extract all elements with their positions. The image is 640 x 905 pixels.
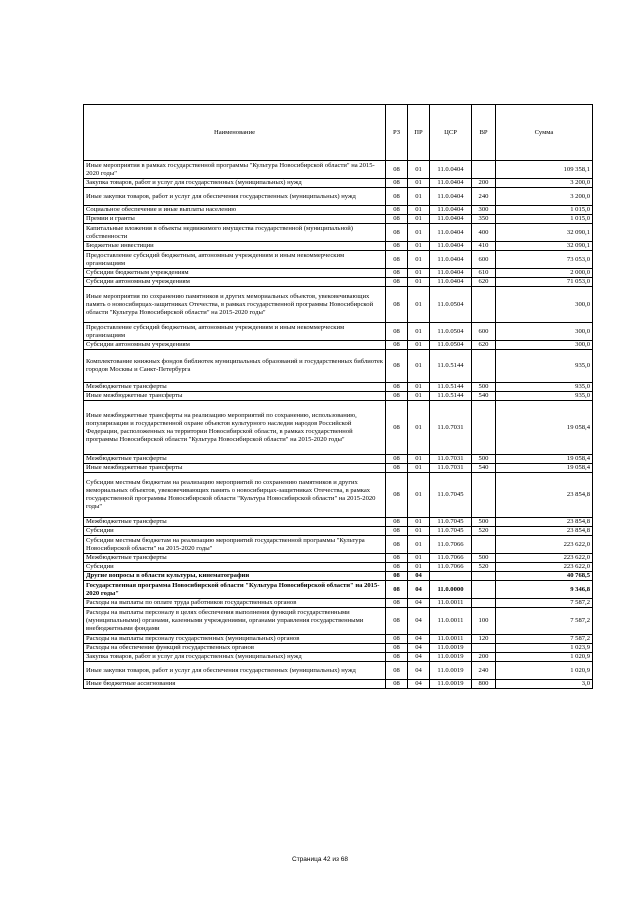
table-row [84,278,593,287]
cell-sum: 1 020,9 [496,653,593,662]
table-row [84,473,593,518]
cell-csr: 11.0.0404 [430,179,472,188]
header-sum: Сумма [496,105,593,161]
cell-pr: 01 [408,527,430,536]
cell-vr: 500 [472,455,496,464]
cell-rz: 08 [386,215,408,224]
header-vr: ВР [472,105,496,161]
cell-rz: 08 [386,635,408,644]
cell-name: Субсидии бюджетным учреждениям [84,269,386,278]
cell-rz: 08 [386,527,408,536]
table-row [84,350,593,383]
cell-vr: 300 [472,206,496,215]
cell-sum: 935,0 [496,383,593,392]
cell-sum: 23 854,8 [496,527,593,536]
cell-rz: 08 [386,554,408,563]
cell-sum: 935,0 [496,350,593,383]
cell-rz: 08 [386,383,408,392]
cell-csr: 11.0.7066 [430,554,472,563]
table-row [84,179,593,188]
cell-sum: 19 058,4 [496,401,593,455]
cell-pr: 01 [408,383,430,392]
cell-vr [472,572,496,581]
cell-pr: 04 [408,662,430,680]
cell-name: Субсидии местным бюджетам на реализацию мероприятий по сохранению памятников и других мемориальных объектов, увековечивающих память о новосибирцах-защитниках Отечества, в рамках государственной программы Новосибирской области "Культура Новосибирской области" на 2015-2020 годы" [84,473,386,518]
cell-sum: 32 090,1 [496,224,593,242]
cell-csr [430,572,472,581]
table-row [84,188,593,206]
table-row [84,599,593,608]
cell-vr: 240 [472,662,496,680]
cell-csr: 11.0.7031 [430,464,472,473]
cell-csr: 11.0.7045 [430,518,472,527]
cell-vr [472,473,496,518]
cell-name: Капитальные вложения в объекты недвижимого имущества государственной (муниципальной) собственности [84,224,386,242]
cell-rz: 08 [386,224,408,242]
cell-pr: 04 [408,608,430,635]
cell-pr: 01 [408,536,430,554]
cell-sum: 9 346,8 [496,581,593,599]
cell-csr: 11.0.0504 [430,323,472,341]
cell-name: Иные мероприятия в рамках государственной программы "Культура Новосибирской области" на 2015-2020 годы" [84,161,386,179]
cell-pr: 01 [408,464,430,473]
cell-sum: 40 768,5 [496,572,593,581]
cell-csr: 11.0.0504 [430,287,472,323]
cell-pr: 04 [408,680,430,689]
cell-csr: 11.0.0019 [430,653,472,662]
cell-pr: 01 [408,401,430,455]
table-row [84,680,593,689]
cell-rz: 08 [386,401,408,455]
table-row [84,251,593,269]
table-row [84,572,593,581]
cell-vr: 800 [472,680,496,689]
table-header-row [84,105,593,161]
cell-csr: 11.0.0404 [430,251,472,269]
cell-pr: 01 [408,206,430,215]
cell-name: Субсидии [84,527,386,536]
cell-rz: 08 [386,188,408,206]
cell-name: Социальное обеспечение и иные выплаты населению [84,206,386,215]
cell-vr: 620 [472,341,496,350]
cell-pr: 01 [408,251,430,269]
cell-csr: 11.0.7031 [430,401,472,455]
page-number: Страница 42 из 68 [292,856,348,863]
cell-pr: 01 [408,287,430,323]
cell-name: Межбюджетные трансферты [84,518,386,527]
table-row [84,518,593,527]
cell-sum: 19 058,4 [496,455,593,464]
table-row [84,341,593,350]
table-row [84,554,593,563]
cell-csr: 11.0.0404 [430,161,472,179]
cell-csr: 11.0.0404 [430,278,472,287]
table-row [84,269,593,278]
cell-name: Иные закупки товаров, работ и услуг для обеспечения государственных (муниципальных) нужд [84,188,386,206]
cell-sum: 7 587,2 [496,608,593,635]
cell-pr: 01 [408,161,430,179]
cell-sum: 3 200,0 [496,188,593,206]
table-row [84,401,593,455]
cell-pr: 01 [408,242,430,251]
cell-rz: 08 [386,680,408,689]
cell-name: Межбюджетные трансферты [84,455,386,464]
header-rz: РЗ [386,105,408,161]
table-row [84,527,593,536]
table-row [84,161,593,179]
cell-rz: 08 [386,608,408,635]
cell-sum: 300,0 [496,287,593,323]
cell-rz: 08 [386,206,408,215]
cell-vr [472,599,496,608]
table-row [84,635,593,644]
cell-vr: 540 [472,464,496,473]
cell-pr: 04 [408,635,430,644]
cell-vr [472,287,496,323]
header-name: Наименование [84,105,386,161]
cell-sum: 7 587,2 [496,635,593,644]
cell-sum: 935,0 [496,392,593,401]
cell-name: Бюджетные инвестиции [84,242,386,251]
cell-csr: 11.0.5144 [430,383,472,392]
cell-csr: 11.0.7045 [430,527,472,536]
cell-csr: 11.0.0019 [430,662,472,680]
cell-csr: 11.0.0019 [430,680,472,689]
cell-csr: 11.0.0504 [430,341,472,350]
cell-pr: 04 [408,653,430,662]
cell-csr: 11.0.0404 [430,242,472,251]
cell-vr: 620 [472,278,496,287]
cell-vr: 100 [472,608,496,635]
header-csr: ЦСР [430,105,472,161]
cell-vr: 520 [472,527,496,536]
cell-csr: 11.0.0404 [430,206,472,215]
cell-name: Другие вопросы в области культуры, кинематографии [84,572,386,581]
cell-name: Закупка товаров, работ и услуг для государственных (муниципальных) нужд [84,653,386,662]
table-row [84,392,593,401]
table-row [84,536,593,554]
cell-rz: 08 [386,350,408,383]
cell-rz: 08 [386,572,408,581]
cell-sum: 23 854,8 [496,518,593,527]
cell-rz: 08 [386,278,408,287]
cell-sum: 1 023,9 [496,644,593,653]
cell-vr: 540 [472,392,496,401]
cell-name: Иные межбюджетные трансферты на реализацию мероприятий по сохранению, использованию, популяризации и государственной охране объектов культурного наследия народов Российской Федерации, расположенных на территории Новосибирской области, в рамках государственной программы Новосибирской области "Культура Новосибирской области" на 2015-2020 годы" [84,401,386,455]
cell-rz: 08 [386,581,408,599]
cell-pr: 01 [408,323,430,341]
cell-name: Межбюджетные трансферты [84,554,386,563]
cell-name: Комплектование книжных фондов библиотек муниципальных образований и государственных библиотек городов Москвы и Санкт-Петербурга [84,350,386,383]
cell-pr: 01 [408,518,430,527]
table-body [84,161,593,689]
cell-sum: 23 854,8 [496,473,593,518]
cell-pr: 01 [408,392,430,401]
cell-pr: 01 [408,455,430,464]
cell-vr: 610 [472,269,496,278]
cell-name: Расходы на выплаты по оплате труда работников государственных органов [84,599,386,608]
cell-vr: 500 [472,518,496,527]
cell-vr [472,350,496,383]
cell-pr: 01 [408,341,430,350]
cell-csr: 11.0.0011 [430,599,472,608]
cell-rz: 08 [386,392,408,401]
cell-pr: 01 [408,188,430,206]
cell-rz: 08 [386,599,408,608]
table-row [84,608,593,635]
cell-vr [472,401,496,455]
cell-rz: 08 [386,251,408,269]
cell-pr: 01 [408,224,430,242]
cell-pr: 01 [408,269,430,278]
cell-name: Предоставление субсидий бюджетным, автономным учреждениям и иным некоммерческим организациям [84,251,386,269]
cell-pr: 01 [408,350,430,383]
table-row [84,242,593,251]
cell-name: Иные бюджетные ассигнования [84,680,386,689]
cell-vr: 600 [472,323,496,341]
cell-sum: 223 622,0 [496,536,593,554]
cell-sum: 223 622,0 [496,563,593,572]
cell-name: Премии и гранты [84,215,386,224]
cell-csr: 11.0.0000 [430,581,472,599]
cell-name: Закупка товаров, работ и услуг для государственных (муниципальных) нужд [84,179,386,188]
cell-csr: 11.0.0404 [430,224,472,242]
cell-vr: 600 [472,251,496,269]
cell-rz: 08 [386,662,408,680]
table-row [84,224,593,242]
cell-sum: 71 053,0 [496,278,593,287]
cell-rz: 08 [386,242,408,251]
cell-csr: 11.0.0019 [430,644,472,653]
table-row [84,653,593,662]
cell-name: Предоставление субсидий бюджетным, автономным учреждениям и иным некоммерческим организациям [84,323,386,341]
cell-sum: 109 358,1 [496,161,593,179]
cell-rz: 08 [386,464,408,473]
cell-vr: 500 [472,383,496,392]
table-row [84,464,593,473]
cell-sum: 1 015,0 [496,206,593,215]
table-row [84,644,593,653]
cell-csr: 11.0.0404 [430,188,472,206]
cell-name: Субсидии [84,563,386,572]
cell-rz: 08 [386,536,408,554]
cell-vr: 200 [472,179,496,188]
cell-pr: 01 [408,215,430,224]
cell-name: Расходы на обеспечение функций государственных органов [84,644,386,653]
cell-sum: 300,0 [496,323,593,341]
table-row [84,323,593,341]
cell-name: Субсидии местным бюджетам на реализацию мероприятий государственной программы "Культура Новосибирской области" на 2015-2020 годы" [84,536,386,554]
cell-pr: 01 [408,473,430,518]
cell-sum: 73 053,0 [496,251,593,269]
cell-name: Иные мероприятия по сохранению памятников и других мемориальных объектов, увековечивающих память о новосибирцах-защитниках Отечества, в рамках государственной программы Новосибирской области "Культура Новосибирской области" на 2015-2020 годы" [84,287,386,323]
cell-pr: 01 [408,278,430,287]
cell-pr: 04 [408,599,430,608]
cell-pr: 04 [408,572,430,581]
table-row [84,215,593,224]
cell-rz: 08 [386,323,408,341]
cell-pr: 01 [408,554,430,563]
cell-name: Субсидии автономным учреждениям [84,278,386,287]
cell-csr: 11.0.5144 [430,350,472,383]
cell-csr: 11.0.0011 [430,635,472,644]
cell-name: Иные межбюджетные трансферты [84,464,386,473]
cell-sum: 3 200,0 [496,179,593,188]
cell-sum: 3,0 [496,680,593,689]
cell-csr: 11.0.0404 [430,269,472,278]
cell-name: Субсидии автономным учреждениям [84,341,386,350]
cell-vr: 120 [472,635,496,644]
cell-rz: 08 [386,341,408,350]
cell-name: Иные закупки товаров, работ и услуг для обеспечения государственных (муниципальных) нужд [84,662,386,680]
header-pr: ПР [408,105,430,161]
cell-csr: 11.0.5144 [430,392,472,401]
cell-name: Расходы на выплаты персоналу государственных (муниципальных) органов [84,635,386,644]
cell-csr: 11.0.0011 [430,608,472,635]
table-row [84,662,593,680]
table-row [84,455,593,464]
cell-sum: 300,0 [496,341,593,350]
cell-csr: 11.0.7045 [430,473,472,518]
cell-rz: 08 [386,653,408,662]
cell-vr [472,644,496,653]
cell-csr: 11.0.7066 [430,536,472,554]
cell-sum: 32 090,1 [496,242,593,251]
cell-rz: 08 [386,455,408,464]
table-row [84,287,593,323]
cell-csr: 11.0.7066 [430,563,472,572]
cell-vr: 350 [472,215,496,224]
cell-name: Иные межбюджетные трансферты [84,392,386,401]
cell-rz: 08 [386,563,408,572]
table-row [84,206,593,215]
table-row [84,581,593,599]
cell-vr: 410 [472,242,496,251]
cell-vr: 200 [472,653,496,662]
cell-sum: 1 015,0 [496,215,593,224]
cell-csr: 11.0.0404 [430,215,472,224]
cell-csr: 11.0.7031 [430,455,472,464]
cell-vr [472,581,496,599]
cell-sum: 2 000,0 [496,269,593,278]
cell-rz: 08 [386,644,408,653]
cell-sum: 1 020,9 [496,662,593,680]
cell-rz: 08 [386,269,408,278]
cell-rz: 08 [386,161,408,179]
cell-rz: 08 [386,179,408,188]
budget-table [83,104,593,689]
cell-pr: 01 [408,563,430,572]
cell-sum: 7 587,2 [496,599,593,608]
cell-vr: 400 [472,224,496,242]
cell-name: Государственная программа Новосибирской области "Культура Новосибирской области" на 2015-2020 годы" [84,581,386,599]
cell-vr: 520 [472,563,496,572]
cell-name: Межбюджетные трансферты [84,383,386,392]
cell-vr [472,536,496,554]
cell-name: Расходы на выплаты персоналу в целях обеспечения выполнения функций государственными (муниципальными) органами, казенными учреждениями, органами управления государственными внебюджетными фондами [84,608,386,635]
cell-sum: 19 058,4 [496,464,593,473]
table-row [84,563,593,572]
cell-pr: 04 [408,644,430,653]
cell-vr [472,161,496,179]
cell-rz: 08 [386,287,408,323]
cell-sum: 223 622,0 [496,554,593,563]
table-row [84,383,593,392]
cell-pr: 04 [408,581,430,599]
cell-rz: 08 [386,473,408,518]
cell-vr: 500 [472,554,496,563]
cell-vr: 240 [472,188,496,206]
cell-rz: 08 [386,518,408,527]
cell-pr: 01 [408,179,430,188]
